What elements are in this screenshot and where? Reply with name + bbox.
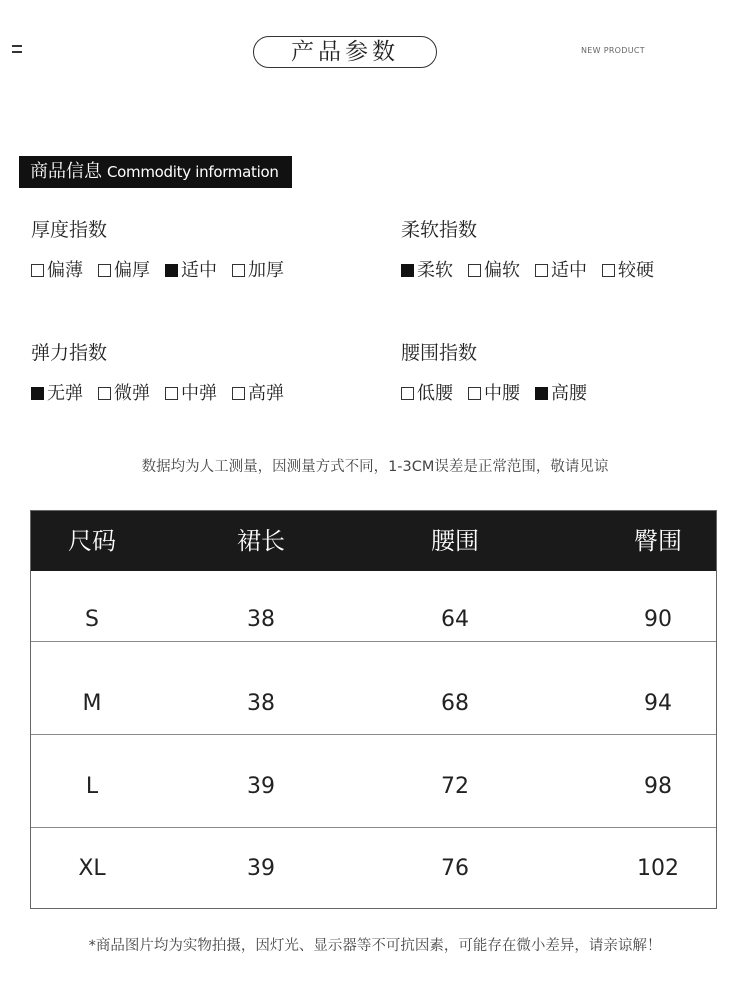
index-options [31, 259, 299, 283]
index-label: 柔软指数 [401, 219, 478, 241]
table-cell: 38 [247, 607, 275, 632]
index-option-label: 高腰 [551, 383, 587, 404]
index-option [535, 382, 587, 406]
table-cell: 68 [441, 691, 469, 716]
unchecked-box-icon [535, 264, 548, 277]
commodity-info-title-en: Commodity information [107, 163, 279, 181]
index-option-label: 适中 [551, 260, 587, 281]
table-row [31, 641, 716, 735]
index-option [98, 382, 150, 406]
index-option-label: 低腰 [417, 383, 453, 404]
index-block [31, 340, 299, 406]
unchecked-box-icon [31, 264, 44, 277]
index-option-label: 偏薄 [47, 260, 83, 281]
index-options [401, 259, 669, 283]
index-option [401, 259, 453, 283]
checked-box-icon [401, 264, 414, 277]
index-option [232, 259, 284, 283]
new-product-label: NEW PRODUCT [581, 46, 645, 55]
table-cell: L [85, 774, 99, 799]
table-cell: 38 [247, 691, 275, 716]
index-option [468, 382, 520, 406]
table-header-cell: 裙长 [237, 527, 285, 555]
index-option [31, 259, 83, 283]
unchecked-box-icon [98, 387, 111, 400]
unchecked-box-icon [232, 264, 245, 277]
index-option [401, 382, 453, 406]
index-option-label: 高弹 [248, 383, 284, 404]
table-cell: M [82, 691, 102, 716]
table-cell: 39 [247, 774, 275, 799]
unchecked-box-icon [468, 264, 481, 277]
table-row [31, 734, 716, 828]
index-option-label: 加厚 [248, 260, 284, 281]
footer-note: *商品图片均为实物拍摄，因灯光、显示器等不可抗因素，可能存在微小差异，请亲谅解！ [88, 938, 662, 954]
table-header-cell: 尺码 [68, 527, 116, 555]
index-block [401, 340, 602, 406]
page-title: 产品参数 [253, 36, 437, 68]
index-options [31, 382, 299, 406]
index-option [535, 259, 587, 283]
unchecked-box-icon [165, 387, 178, 400]
index-option-label: 柔软 [417, 260, 453, 281]
index-option-label: 较硬 [618, 260, 654, 281]
table-cell: 72 [441, 774, 469, 799]
index-option [165, 382, 217, 406]
size-table [30, 510, 717, 909]
index-block [31, 217, 299, 283]
table-header-cell: 臀围 [634, 527, 682, 555]
commodity-info-header [19, 156, 292, 188]
table-cell: 76 [441, 856, 469, 881]
table-header-cell: 腰围 [431, 527, 479, 555]
table-cell: 98 [644, 774, 672, 799]
index-option-label: 适中 [181, 260, 217, 281]
index-option-label: 偏厚 [114, 260, 150, 281]
checked-box-icon [31, 387, 44, 400]
unchecked-box-icon [602, 264, 615, 277]
index-option [468, 259, 520, 283]
index-options [401, 382, 602, 406]
index-option [232, 382, 284, 406]
unchecked-box-icon [468, 387, 481, 400]
table-cell: 64 [441, 607, 469, 632]
table-row [31, 571, 716, 641]
table-header [31, 511, 716, 571]
table-cell: 90 [644, 607, 672, 632]
index-block [401, 217, 669, 283]
index-option-label: 偏软 [484, 260, 520, 281]
index-label: 弹力指数 [31, 342, 108, 364]
menu-icon[interactable] [12, 45, 22, 57]
checked-box-icon [535, 387, 548, 400]
table-cell: 102 [637, 856, 679, 881]
table-cell: XL [78, 856, 106, 881]
index-option [602, 259, 654, 283]
measurement-note: 数据均为人工测量，因测量方式不同，1-3CM误差是正常范围，敬请见谅 [141, 459, 609, 475]
index-option [31, 382, 83, 406]
index-option [165, 259, 217, 283]
index-option-label: 无弹 [47, 383, 83, 404]
checked-box-icon [165, 264, 178, 277]
index-option-label: 中弹 [181, 383, 217, 404]
index-label: 厚度指数 [31, 219, 108, 241]
index-label: 腰围指数 [401, 342, 478, 364]
commodity-info-title-cn: 商品信息 [30, 161, 102, 182]
table-row [31, 827, 716, 909]
table-cell: 39 [247, 856, 275, 881]
unchecked-box-icon [98, 264, 111, 277]
unchecked-box-icon [401, 387, 414, 400]
index-option [98, 259, 150, 283]
table-cell: 94 [644, 691, 672, 716]
index-option-label: 中腰 [484, 383, 520, 404]
index-option-label: 微弹 [114, 383, 150, 404]
table-cell: S [85, 607, 99, 632]
unchecked-box-icon [232, 387, 245, 400]
